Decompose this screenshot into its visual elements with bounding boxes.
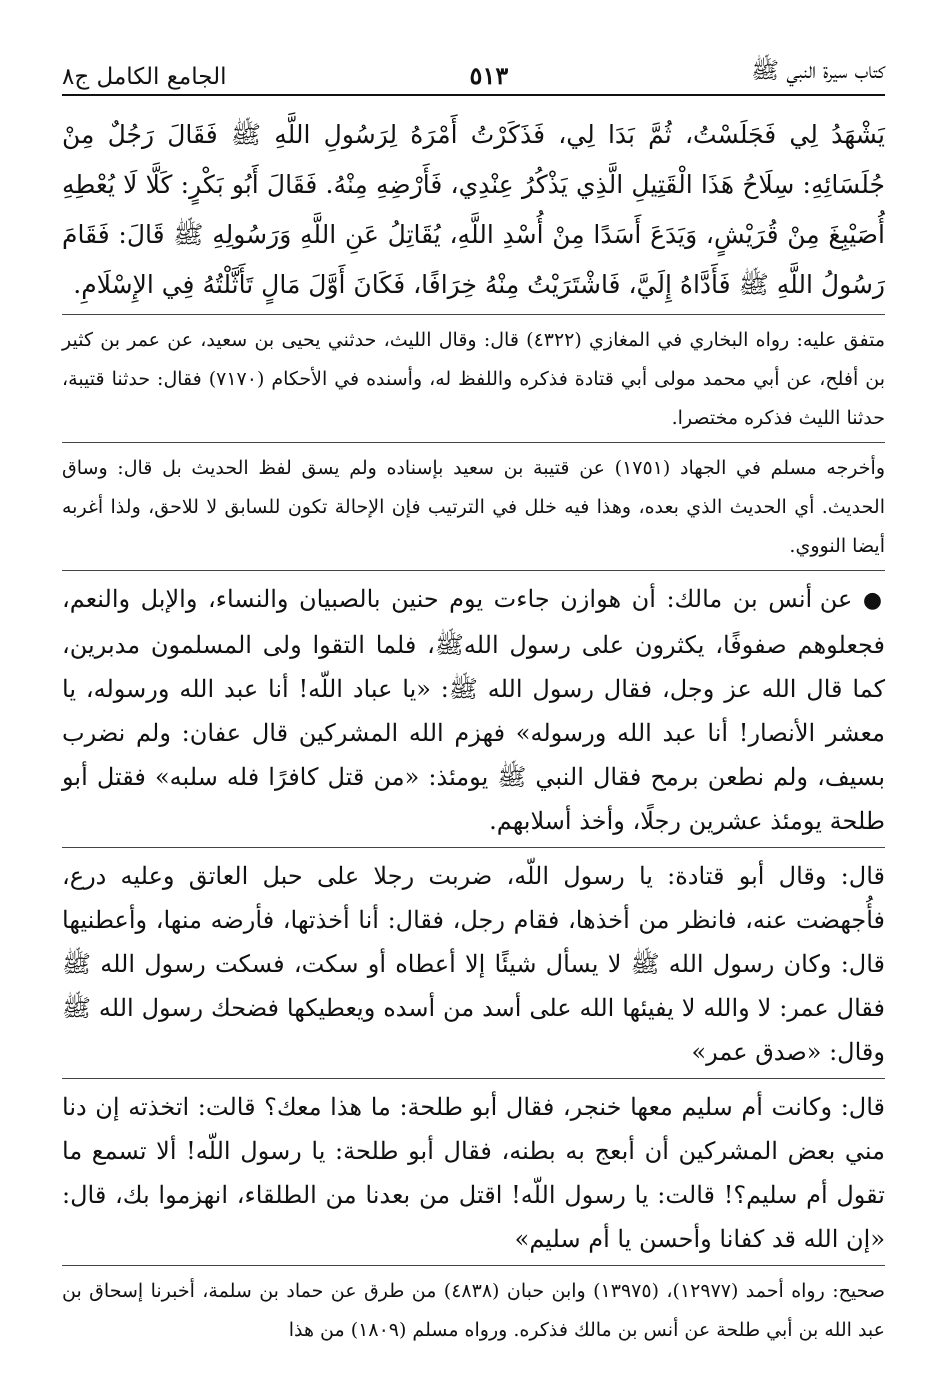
header-book-title: كتاب سيرة النبي ﷺ — [751, 58, 885, 84]
takhrij-note: صحيح: رواه أحمد (١٢٩٧٧)، (١٣٩٧٥) وابن حبان (٤٨٣٨) من طرق عن حماد بن سلمة، أخبرنا إسحاق بن عبد الله بن أبي طلحة عن أنس بن مالك فذكره. ورواه مسلم (١٨٠٩) من هذا — [62, 1280, 885, 1341]
hadith-text — [62, 577, 885, 843]
header-volume-title: الجامع الكامل ج٨ — [62, 64, 227, 90]
divider — [62, 442, 885, 443]
divider — [62, 570, 885, 571]
page-header — [62, 52, 885, 96]
hadith-text: يَشْهَدُ لِي فَجَلَسْتُ، ثُمَّ بَدَا لِي، فَذَكَرْتُ أَمْرَهُ لِرَسُولِ اللَّهِ ﷺ فَقَالَ رَجُلٌ مِنْ جُلَسَائِهِ: سِلَاحُ هَذَا الْقَتِيلِ الَّذِي يَذْكُرُ عِنْدِي، فَأَرْضِهِ مِنْهُ. فَقَالَ أَبُو بَكْرٍ: كَلَّا لَا يُعْطِهِ أُصَيْبِغَ مِنْ قُرَيْشٍ، وَيَدَعَ أَسَدًا مِنْ أُسْدِ اللَّهِ، يُقَاتِلُ عَنِ اللَّهِ وَرَسُولِهِ ﷺ قَالَ: فَقَامَ رَسُولُ اللَّهِ ﷺ فَأَدَّاهُ إِلَيَّ، فَاشْتَرَيْتُ مِنْهُ خِرَافًا، فَكَانَ أَوَّلَ مَالٍ تَأَثَّلْتُهُ فِي الإِسْلَامِ. — [62, 120, 885, 299]
divider — [62, 847, 885, 848]
hadith-text: قال: وكانت أم سليم معها خنجر، فقال أبو طلحة: ما هذا معك؟ قالت: اتخذته إن دنا مني بعض المشركين أن أبعج به بطنه، فقال أبو طلحة: يا رسول اللّه! ألا تسمع ما تقول أم سليم؟! قالت: يا رسول اللّه! اقتل من بعدنا من الطلقاء، انهزموا بك، قال: «إن الله قد كفانا وأحسن يا أم سليم» — [62, 1093, 885, 1253]
header-rule — [62, 94, 885, 96]
divider — [62, 1078, 885, 1079]
bullet-icon: ● — [862, 588, 886, 613]
page-body — [62, 110, 885, 1350]
divider — [62, 1265, 885, 1266]
divider — [62, 314, 885, 315]
takhrij-note: وأخرجه مسلم في الجهاد (١٧٥١) عن قتيبة بن سعيد بإسناده ولم يسق لفظ الحديث بل قال: وساق الحديث. أي الحديث الذي بعده، وهذا فيه خلل في الترتيب فإن الإحالة تكون للسابق لا للاحق، ولذا أغربه أيضا النووي. — [62, 457, 885, 557]
page-number: ٥١٣ — [469, 61, 509, 90]
hadith-text: قال: وقال أبو قتادة: يا رسول اللّه، ضربت رجلا على حبل العاتق وعليه درع، فأُجهضت عنه، فانظر من أخذها، فقام رجل، فقال: أنا أخذتها، فأرضه منها، وأعطنيها قال: وكان رسول الله ﷺ لا يسأل شيئًا إلا أعطاه أو سكت، فسكت رسول الله ﷺ فقال عمر: لا والله لا يفيئها الله على أسد من أسده ويعطيكها فضحك رسول الله ﷺ وقال: «صدق عمر» — [62, 862, 885, 1066]
hadith-body: عن أنس بن مالك: أن هوازن جاءت يوم حنين بالصبيان والنساء، والإبل والنعم، فجعلوهم صفوفًا، يكثرون على رسول اللهﷺ، فلما التقوا ولى المسلمون مدبرين، كما قال الله عز وجل، فقال رسول الله ﷺ: «يا عباد اللّه! أنا عبد الله ورسوله، يا معشر الأنصار! أنا عبد الله ورسوله» فهزم الله المشركين قال عفان: ولم نضرب بسيف، ولم نطعن برمح فقال النبي ﷺ يومئذ: «من قتل كافرًا فله سلبه» فقتل أبو طلحة يومئذ عشرين رجلًا، وأخذ أسلابهم. — [62, 585, 886, 835]
takhrij-note: متفق عليه: رواه البخاري في المغازي (٤٣٢٢) قال: وقال الليث، حدثني يحيى بن سعيد، عن عمر بن كثير بن أفلح، عن أبي محمد مولى أبي قتادة فذكره واللفظ له، وأسنده في الأحكام (٧١٧٠) فقال: حدثنا قتيبة، حدثنا الليث فذكره مختصرا. — [62, 329, 885, 429]
